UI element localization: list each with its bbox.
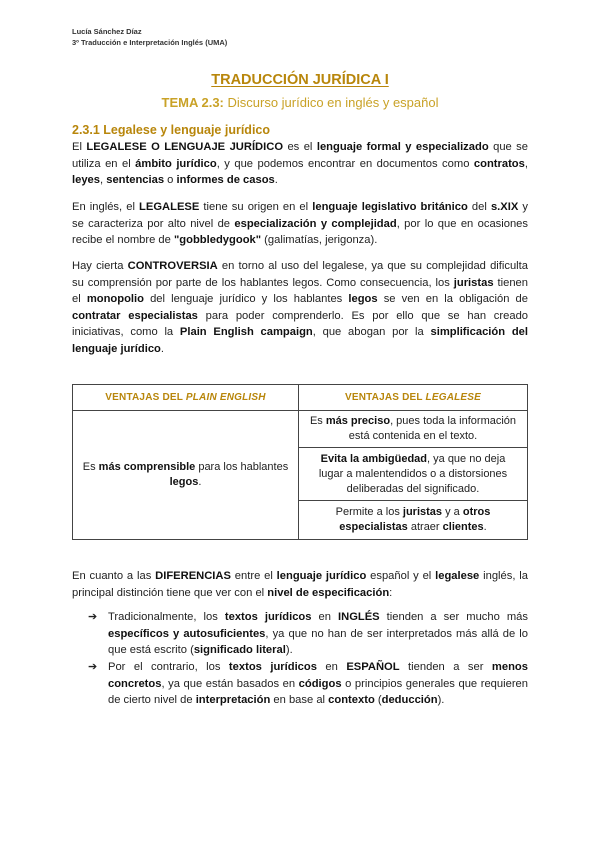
document-subtitle	[0, 95, 600, 110]
section-heading: 2.3.1 Legalese y lenguaje jurídico	[72, 123, 270, 137]
bold-text: LEGALESE O LENGUAJE JURÍDICO	[86, 141, 284, 153]
subtitle-text: Discurso jurídico en inglés y español	[223, 95, 439, 110]
bold-text: ESPAÑOL	[346, 661, 400, 673]
paragraph-origin: En inglés, el LEGALESE tiene su origen en el lenguaje legislativo británico del s.XIX y se caracteriza por alto nivel de especialización y complejidad, por lo que en ocasiones recibe el nombre de "gobbledygook" (galimatías, jerigonza).	[72, 201, 529, 246]
bold-text: INGLÉS	[338, 611, 380, 623]
bold-text: nivel de especificación	[267, 586, 390, 599]
comparison-table	[72, 384, 528, 540]
bold-text: simplificación del lenguaje jurídico	[72, 326, 528, 355]
course-name: 3º Traducción e Interpretación Inglés (UMA)	[72, 37, 228, 47]
bold-text: textos jurídicos	[228, 661, 317, 673]
bullet-text-english: Tradicionalmente, los textos jurídicos en INGLÉS tienden a ser mucho más específicos y autosuficientes, ya que no han de ser interpretados más allá de lo que está escrito (significado literal).	[108, 611, 528, 656]
subtitle-label: TEMA 2.3:	[161, 95, 224, 110]
bold-text: CONTROVERSIA	[127, 260, 218, 272]
bold-text: otros especialistas	[339, 506, 491, 533]
bold-text: textos jurídicos	[224, 611, 312, 623]
bold-text: legalese	[435, 570, 480, 582]
table-header-plain-english: VENTAJAS DEL PLAIN ENGLISH	[73, 385, 299, 411]
bold-text: informes de casos	[176, 174, 275, 186]
bold-text: juristas	[402, 506, 443, 518]
bold-text: legos	[169, 476, 199, 488]
list-item	[88, 659, 528, 709]
bold-text: especialización y complejidad	[234, 217, 397, 230]
bold-text: menos concretos	[108, 661, 528, 690]
bold-text: contratar especialistas	[72, 309, 198, 322]
arrow-bullet-icon: ➔	[88, 611, 98, 623]
bold-text: juristas	[453, 276, 494, 289]
legalese-advantage-ambiguity: Evita la ambigüedad, ya que no deja lugar a malentendidos o a distorsiones deliberadas del significado.	[299, 448, 528, 501]
paragraph-differences: En cuanto a las DIFERENCIAS entre el lenguaje jurídico español y el legalese inglés, la principal distinción tiene que ver con el nivel de especificación:	[72, 570, 528, 599]
plain-english-advantage: Es más comprensible para los hablantes legos.	[73, 411, 299, 540]
author-name: Lucía Sánchez Díaz	[72, 27, 142, 36]
bold-text: códigos	[298, 677, 342, 690]
bold-text: legos	[348, 293, 378, 305]
bold-text: contexto	[328, 694, 375, 706]
table-header-legalese: VENTAJAS DEL LEGALESE	[299, 385, 528, 411]
document-title: TRADUCCIÓN JURÍDICA I	[211, 72, 389, 88]
bold-text: monopolio	[86, 293, 144, 305]
bold-text: sentencias	[106, 174, 165, 186]
bold-text: deducción	[381, 694, 438, 706]
paragraph-definition: El LEGALESE O LENGUAJE JURÍDICO es el lenguaje formal y especializado que se utiliza en el ámbito jurídico, y que podemos encontrar en documentos como contratos, leyes, sentencias o informes de casos.	[72, 141, 529, 186]
bold-text: leyes	[72, 174, 100, 186]
bold-text: lenguaje jurídico	[276, 570, 367, 582]
bold-text: "gobbledygook"	[174, 234, 262, 246]
legalese-advantage-precision: Es más preciso, pues toda la información está contenida en el texto.	[299, 411, 528, 448]
paragraph-controversy: Hay cierta CONTROVERSIA en torno al uso del legalese, ya que su complejidad dificulta su comprensión por parte de los hablantes legos. Como consecuencia, los juristas tienen el monopolio del lenguaje jurídico y los hablantes legos se ven en la obligación de contratar especialistas para poder comprenderlo. Es por ello que se han creado iniciativas, como la Plain English campaign, que abogan por la simplificación del lenguaje jurídico.	[72, 260, 529, 355]
bold-text: significado literal	[193, 644, 286, 656]
bullet-text-spanish: Por el contrario, los textos jurídicos en ESPAÑOL tienden a ser menos concretos, ya que están basados en códigos o principios generales que requieren de cierto nivel de interpretación en base al contexto (deducción).	[108, 661, 528, 706]
bold-text: Evita la ambigüedad	[320, 452, 428, 465]
bold-text: más comprensible	[98, 461, 196, 473]
bold-text: DIFERENCIAS	[155, 570, 231, 582]
page-header	[72, 27, 227, 48]
bold-text: lenguaje formal y especializado	[316, 141, 489, 153]
bold-text: interpretación	[195, 694, 271, 706]
legalese-advantage-clients: Permite a los juristas y a otros especialistas atraer clientes.	[299, 501, 528, 540]
bold-text: más preciso	[325, 415, 391, 427]
bold-text: Plain English campaign	[179, 326, 313, 338]
bold-text: clientes	[442, 521, 484, 533]
bold-text: específicos y autosuficientes	[108, 627, 266, 640]
bold-text: contratos	[473, 157, 525, 170]
bold-text: ámbito jurídico	[135, 157, 217, 170]
arrow-bullet-icon: ➔	[88, 661, 98, 673]
bold-text: s.XIX	[490, 201, 519, 213]
bold-text: lenguaje legislativo británico	[312, 201, 468, 213]
list-item	[88, 609, 528, 659]
bold-text: LEGALESE	[139, 201, 200, 213]
